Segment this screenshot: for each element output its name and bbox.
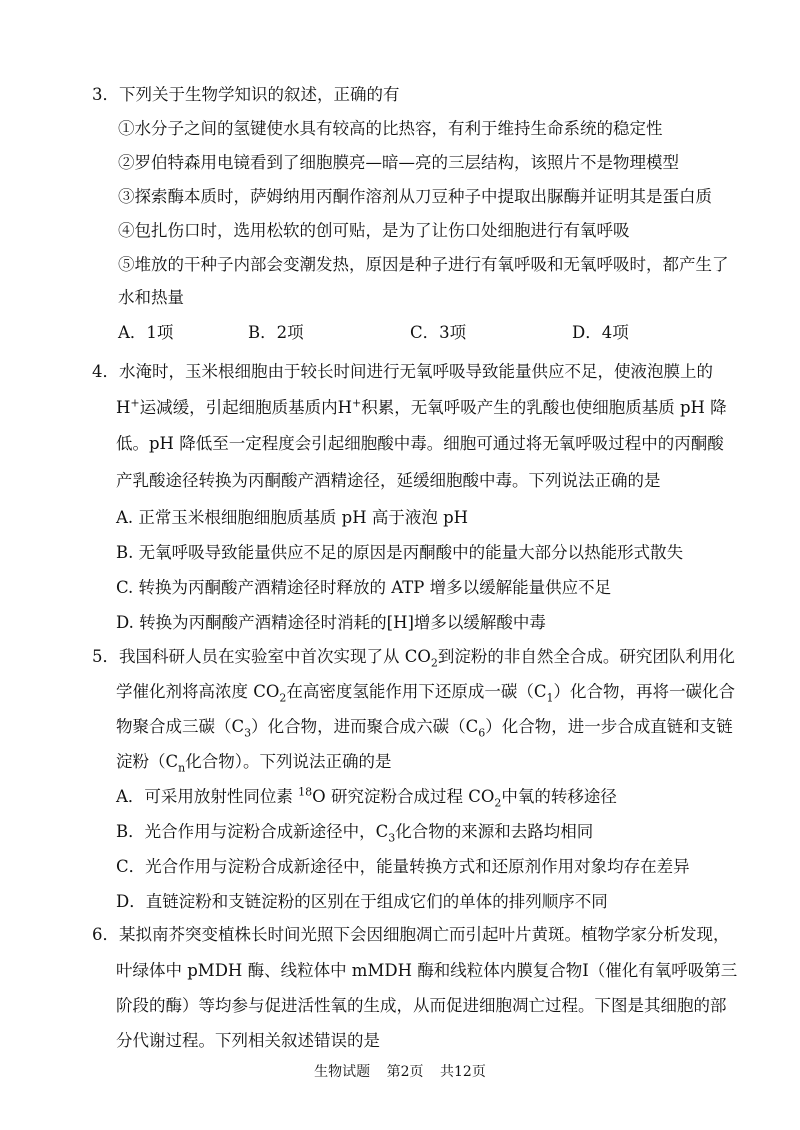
q5-option-c: C．光合作用与淀粉合成新途径中，能量转换方式和还原剂作用对象均存在差异 bbox=[116, 857, 690, 876]
q5-option-b: B．光合作用与淀粉合成新途径中，$C_3$化合物的来源和去路均相同 bbox=[116, 822, 594, 845]
q5-line-2: 学催化剂将高浓度 $CO_2$在高密度氢能作用下还原成一碳$(C_1)$化合物，再将一碳化合 bbox=[116, 682, 736, 705]
q4-option-b: B. 无氧呼吸导致能量供应不足的原因是丙酮酸中的能量大部分以热能形式散失 bbox=[116, 543, 684, 562]
q6-line-2: 叶绿体中 pMDH 酶、线粒体中 mMDH 酶和线粒体内膜复合物Ⅰ（催化有氧呼吸第三 bbox=[116, 961, 738, 980]
q6-line-1: 6．某拟南芥突变植株长时间光照下会因细胞凋亡而引起叶片黄斑。植物学家分析发现， bbox=[92, 925, 730, 944]
q4-option-c: C. 转换为丙酮酸产酒精途径时释放的 ATP 增多以缓解能量供应不足 bbox=[116, 578, 612, 597]
q6-line-3: 阶段的酶）等均参与促进活性氧的生成，从而促进细胞凋亡过程。下图是其细胞的部 bbox=[116, 996, 727, 1015]
q6-line-4: 分代谢过程。下列相关叙述错误的是 bbox=[116, 1031, 380, 1050]
footer-subject: 生物试题 bbox=[314, 1064, 371, 1080]
q5-option-a: A．可采用放射性同位素 $^{18}$O 研究淀粉合成过程 $CO_2$中氧的转移途径 bbox=[116, 785, 617, 810]
q5-line-4: 淀粉（$C_n$化合物）。下列说法正确的是 bbox=[116, 752, 392, 775]
q3-option-d: D．4项 bbox=[572, 323, 629, 342]
q5-line-3: 物聚合成三碳$(C_3)$化合物，进而聚合成六碳$(C_6)$化合物，进一步合成直链和支链 bbox=[116, 717, 733, 740]
q3-option-b: B．2项 bbox=[248, 323, 304, 342]
q4-hplus-1: H bbox=[116, 398, 131, 417]
q3-item-5-cont: 水和热量 bbox=[118, 288, 184, 307]
footer-total-pages: 共12页 bbox=[440, 1064, 486, 1080]
q3-option-c: C．3项 bbox=[410, 323, 467, 342]
q4-line-3: 低。pH 降低至一定程度会引起细胞酸中毒。细胞可通过将无氧呼吸过程中的丙酮酸 bbox=[116, 434, 724, 453]
footer-page-number: 第2页 bbox=[386, 1064, 424, 1080]
q3-item-2: ②罗伯特森用电镜看到了细胞膜亮—暗—亮的三层结构，该照片不是物理模型 bbox=[118, 153, 679, 172]
q4-line-4: 产乳酸途径转换为丙酮酸产酒精途径，延缓细胞酸中毒。下列说法正确的是 bbox=[116, 471, 661, 490]
q4-option-a: A. 正常玉米根细胞细胞质基质 pH 高于液泡 pH bbox=[116, 508, 469, 527]
q4-line-1: 4．水淹时，玉米根细胞由于较长时间进行无氧呼吸导致能量供应不足，使液泡膜上的 bbox=[92, 362, 713, 381]
q5-option-d: D．直链淀粉和支链淀粉的区别在于组成它们的单体的排列顺序不同 bbox=[116, 892, 608, 911]
q4-line-2: H+运减缓，引起细胞质基质内H+积累，无氧呼吸产生的乳酸也使细胞质基质 pH 降 bbox=[116, 396, 727, 417]
q3-item-5: ⑤堆放的干种子内部会变潮发热，原因是种子进行有氧呼吸和无氧呼吸时，都产生了 bbox=[118, 255, 729, 274]
q3-item-1: ①水分子之间的氢键使水具有较高的比热容，有利于维持生命系统的稳定性 bbox=[118, 119, 663, 138]
q3-item-4: ④包扎伤口时，选用松软的创可贴，是为了让伤口处细胞进行有氧呼吸 bbox=[118, 221, 630, 240]
page-footer bbox=[0, 1062, 800, 1082]
q3-item-3: ③探索酶本质时，萨姆纳用丙酮作溶剂从刀豆种子中提取出脲酶并证明其是蛋白质 bbox=[118, 187, 712, 206]
q4-option-d: D. 转换为丙酮酸产酒精途径时消耗的[H]增多以缓解酸中毒 bbox=[116, 613, 546, 632]
q3-option-a: A．1项 bbox=[118, 323, 174, 342]
q3-stem: 3．下列关于生物学知识的叙述，正确的有 bbox=[92, 85, 400, 104]
q5-line-1: 5．我国科研人员在实验室中首次实现了从 $CO_2$到淀粉的非自然全合成。研究团队利用化 bbox=[92, 647, 735, 670]
q4-hplus-2: H bbox=[337, 398, 352, 417]
